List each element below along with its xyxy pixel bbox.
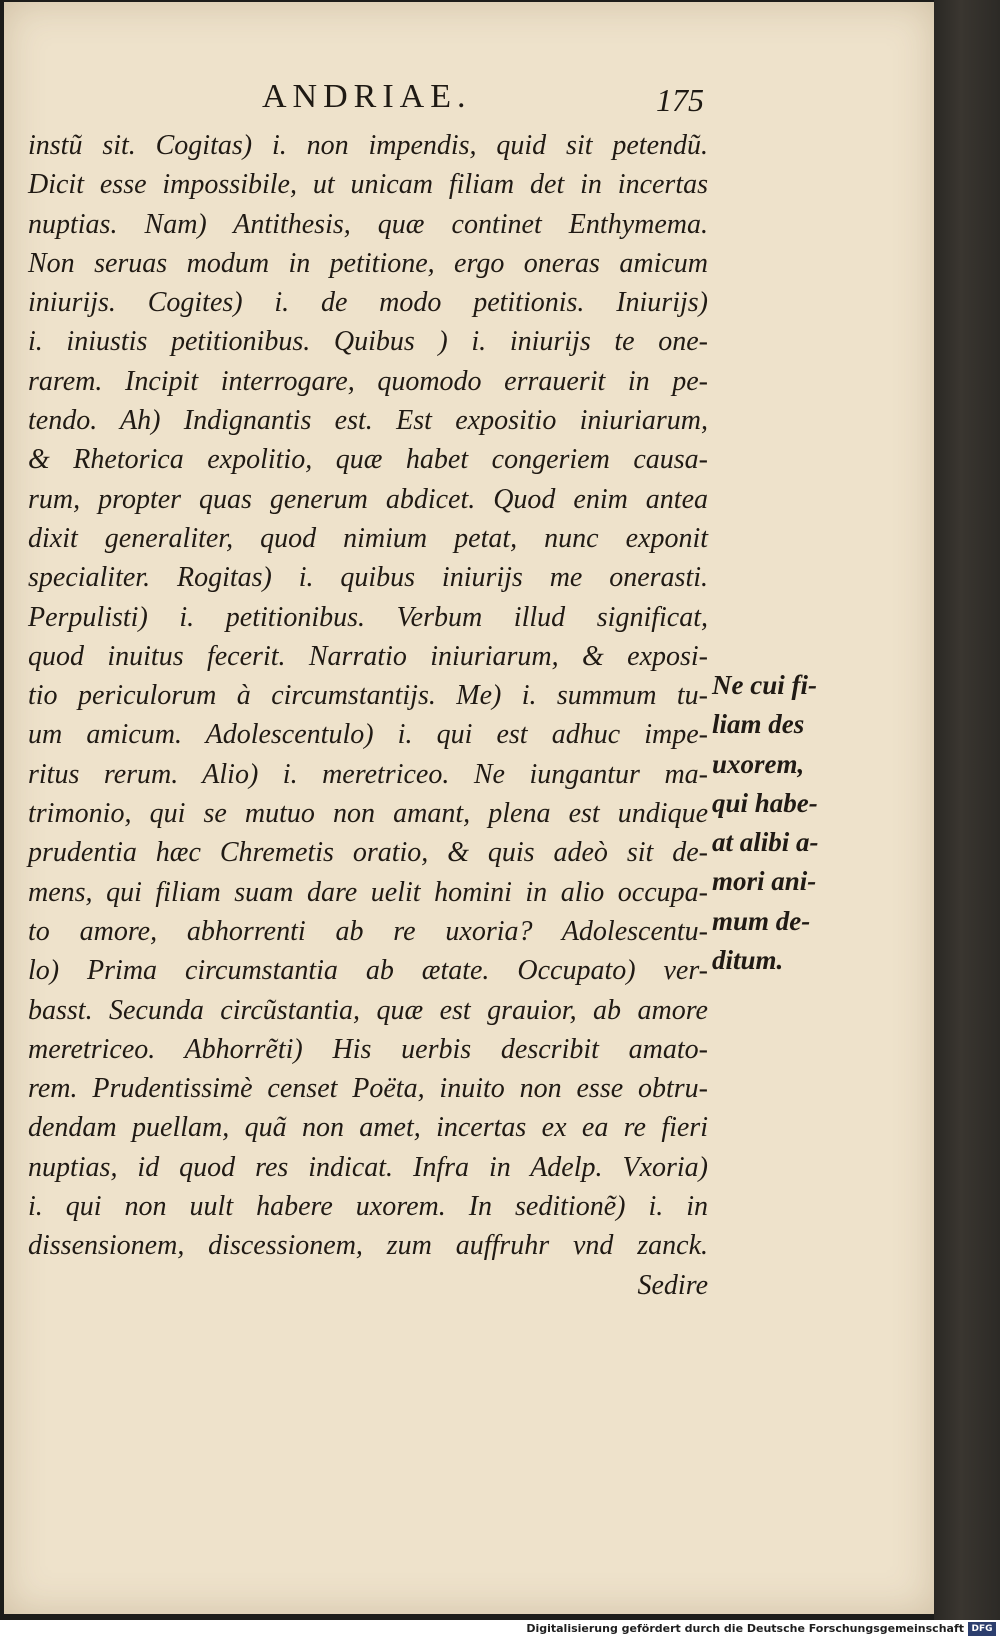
text-line: i. qui non uult habere uxorem. In seditionẽ) i. in — [28, 1191, 708, 1223]
text-line: nuptias, id quod res indicat. Infra in Adelp. Vxoria) — [28, 1151, 708, 1183]
margin-line: mum de- — [712, 905, 811, 936]
text-line: & Rhetorica expolitio, quæ habet congeriem causa- — [28, 444, 708, 476]
text-line: basst. Secunda circũstantia, quæ est grauior, ab amore — [28, 994, 708, 1026]
text-line: rum, propter quas generum abdicet. Quod enim antea — [28, 483, 708, 515]
text-line: um amicum. Adolescentulo) i. qui est adhuc impe- — [28, 719, 708, 751]
dfg-logo: DFG — [968, 1622, 996, 1636]
funding-credit: Digitalisierung gefördert durch die Deutsche Forschungsgemeinschaft — [526, 1622, 964, 1635]
text-line: i. iniustis petitionibus. Quibus ) i. iniurijs te one- — [28, 326, 708, 358]
text-line: prudentia hæc Chremetis oratio, & quis adeò sit de- — [28, 837, 708, 869]
margin-line: mori ani- — [712, 866, 817, 897]
text-line: tio periculorum à circumstantijs. Me) i. summum tu- — [28, 680, 708, 712]
margin-line: liam des — [712, 709, 805, 740]
running-head: ANDRIAE. — [262, 78, 472, 115]
margin-line: ditum. — [712, 945, 784, 976]
text-line: rarem. Incipit interrogare, quomodo errauerit in pe- — [28, 365, 708, 397]
page-edge — [934, 0, 1000, 1620]
text-line: specialiter. Rogitas) i. quibus iniurijs me onerasti. — [28, 562, 708, 594]
text-line: meretriceo. Abhorrẽti) His uerbis describit amato- — [28, 1033, 708, 1065]
text-line: mens, qui filiam suam dare uelit homini in alio occupa- — [28, 876, 708, 908]
margin-line: Ne cui fi- — [712, 670, 817, 700]
text-line: ritus rerum. Alio) i. meretriceo. Ne iungantur ma- — [28, 758, 708, 790]
text-line: quod inuitus fecerit. Narratio iniuriarum, & exposi- — [28, 640, 708, 672]
text-line: to amore, abhorrenti ab re uxoria? Adolescentu- — [28, 915, 708, 947]
text-line: Perpulisti) i. petitionibus. Verbum illud significat, — [28, 601, 708, 633]
marginal-note — [712, 666, 842, 980]
text-line: Dicit esse impossibile, ut unicam filiam det in incertas — [28, 169, 708, 201]
text-line: trimonio, qui se mutuo non amant, plena est undique — [28, 798, 708, 830]
text-line: nuptias. Nam) Antithesis, quæ continet Enthymema. — [28, 208, 708, 240]
text-line: tendo. Ah) Indignantis est. Est expositio iniuriarum, — [28, 405, 708, 437]
margin-line: qui habe- — [712, 787, 818, 818]
text-line: dissensionem, discessionem, zum auffruhr vnd zanck. — [28, 1230, 708, 1262]
text-line: dendam puellam, quã non amet, incertas ex ea re fieri — [28, 1112, 708, 1144]
catchword: Sedire — [637, 1269, 708, 1301]
margin-line: uxorem, — [712, 748, 805, 779]
page-number: 175 — [656, 82, 704, 118]
text-line: iniurijs. Cogites) i. de modo petitionis. Iniurijs) — [28, 287, 708, 319]
text-line: dixit generaliter, quod nimium petat, nunc exponit — [28, 522, 708, 554]
commentary-text — [28, 126, 708, 1305]
text-line: rem. Prudentissimè censet Poëta, inuito non esse obtru- — [28, 1073, 708, 1105]
margin-line: at alibi a- — [712, 827, 819, 858]
text-line: lo) Prima circumstantia ab ætate. Occupato) ver- — [28, 955, 708, 987]
text-line: instũ sit. Cogitas) i. non impendis, quid sit petendũ. — [28, 130, 708, 161]
text-line: Non seruas modum in petitione, ergo oneras amicum — [28, 247, 708, 279]
